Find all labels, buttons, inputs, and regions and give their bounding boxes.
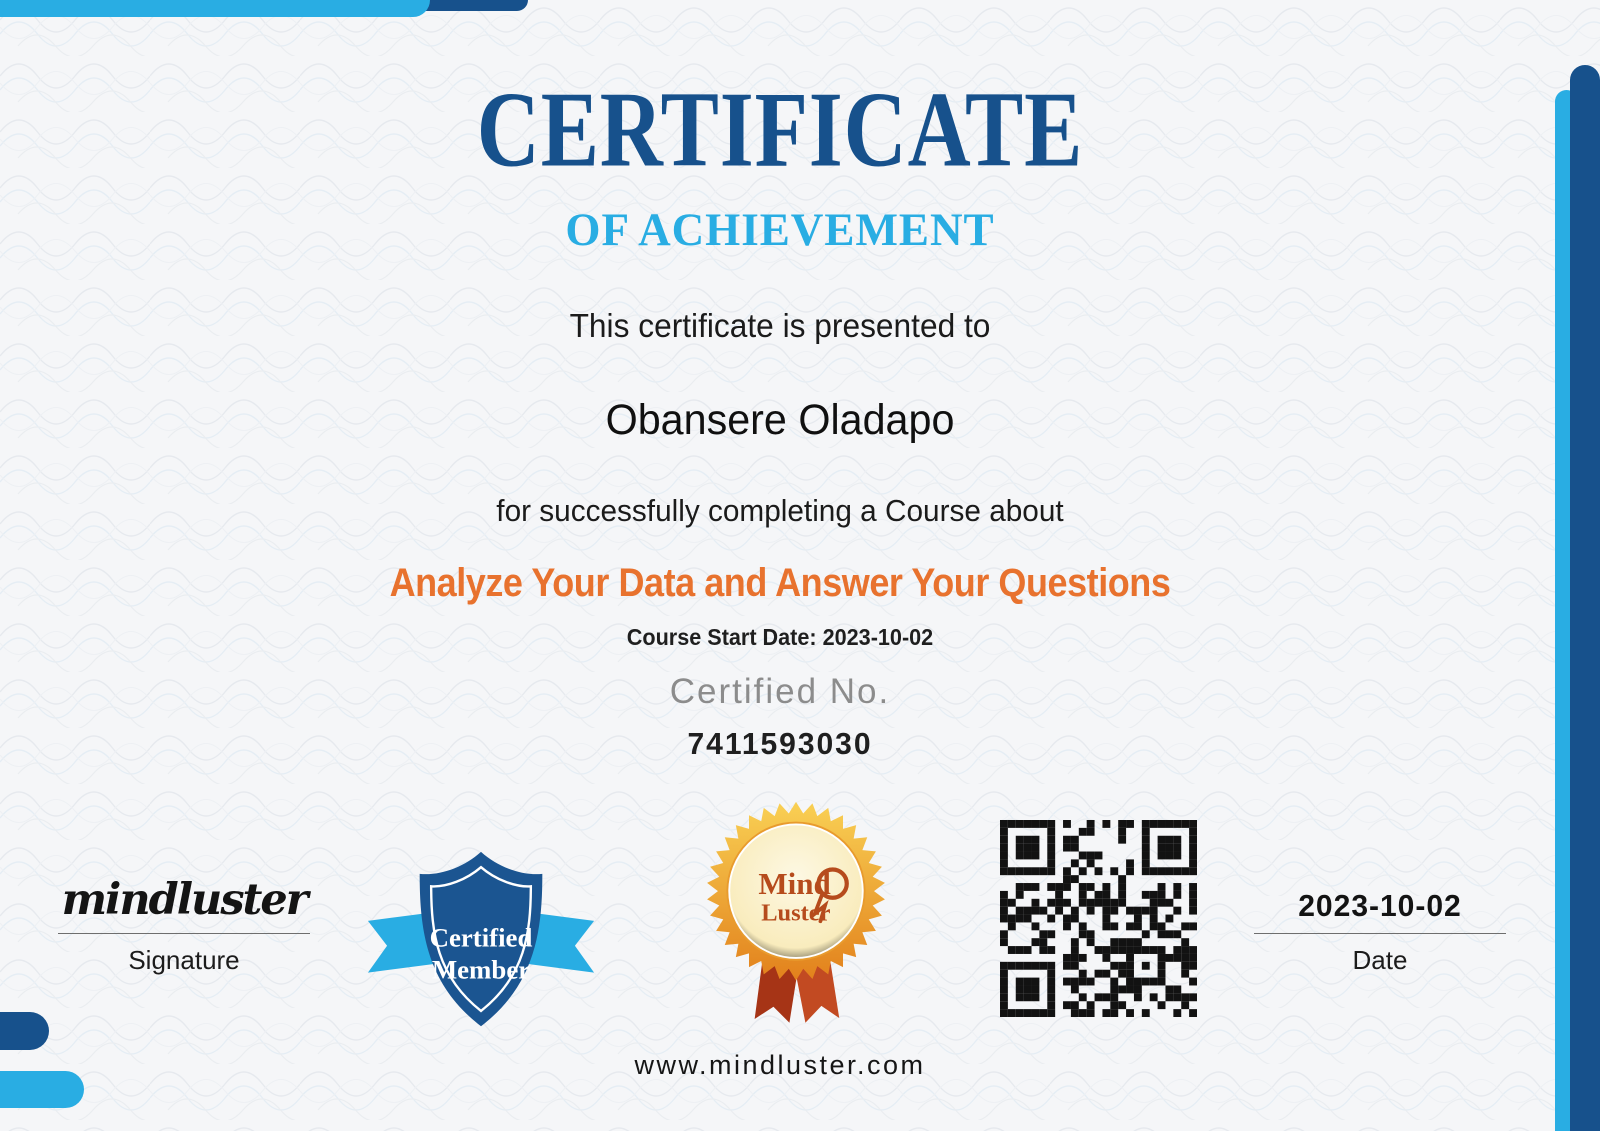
- date-line: [1254, 933, 1506, 934]
- course-start-date: Course Start Date: 2023-10-02: [626, 624, 934, 650]
- date-label: Date: [1352, 945, 1408, 975]
- signature-line: [58, 933, 310, 934]
- course-title: Analyze Your Data and Answer Your Questions: [389, 561, 1171, 605]
- certified-no-value: 7411593030: [687, 726, 873, 761]
- certificate-subtitle: OF ACHIEVEMENT: [565, 204, 995, 256]
- completing-line: for successfully completing a Course about: [496, 493, 1064, 528]
- badge-text-line2: Member: [431, 954, 531, 985]
- badge-text-line1: Certified: [429, 922, 533, 953]
- signature-label: Signature: [128, 945, 240, 975]
- certified-member-badge: [366, 848, 596, 1032]
- signature-script: mindluster: [61, 875, 307, 925]
- presented-line: This certificate is presented to: [569, 307, 991, 344]
- recipient-name: Obansere Oladapo: [605, 396, 955, 444]
- qr-code: [1000, 820, 1197, 1017]
- right-accent-bar-navy: [1570, 65, 1600, 1131]
- mindluster-medal-logo: [702, 797, 890, 1037]
- medal-text-line2: Luster: [761, 899, 831, 927]
- signature-block: [58, 870, 310, 976]
- certificate-title: CERTIFICATE: [476, 69, 1084, 190]
- website-url: www.mindluster.com: [634, 1050, 926, 1080]
- certified-no-label: Certified No.: [669, 672, 891, 711]
- date-value: 2023-10-02: [1298, 888, 1462, 923]
- date-block: [1254, 882, 1506, 976]
- medal-text-line1: Mind: [758, 865, 831, 901]
- qr-modules: [1000, 820, 1197, 1017]
